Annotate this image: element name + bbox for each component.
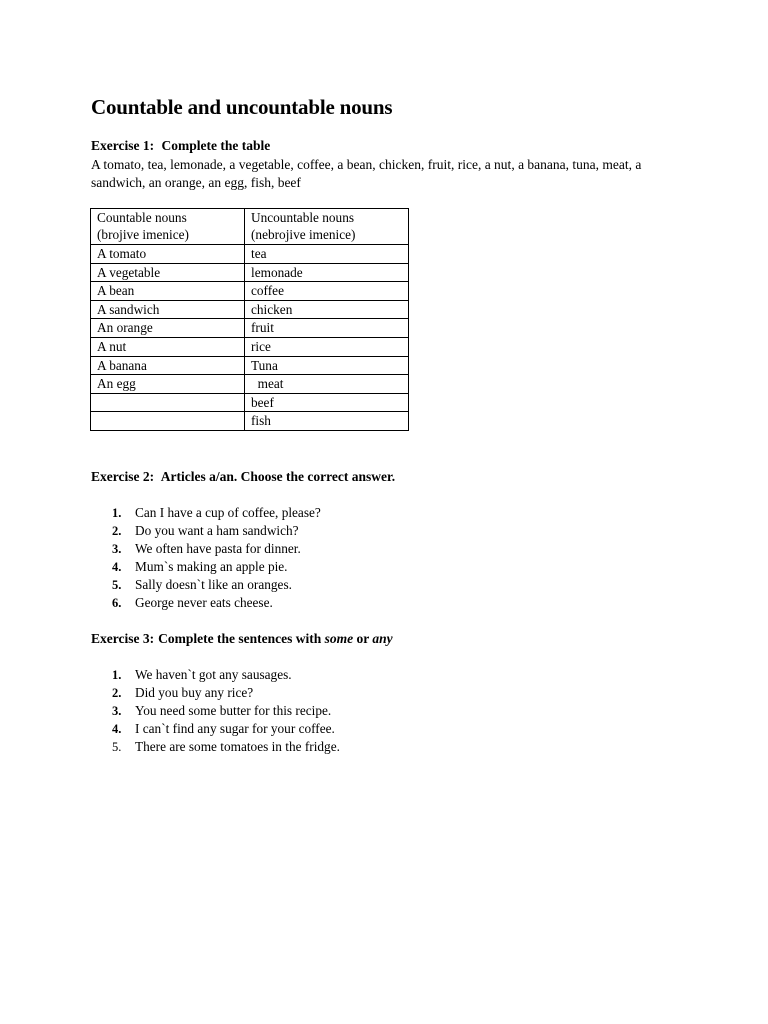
exercise-1-label: Exercise 1: [91,138,155,153]
nouns-table [90,208,409,431]
word-or: or [353,631,373,646]
list-item [112,504,321,522]
word-any: any [372,631,393,646]
countable-header-line-2: (brojive imenice) [97,227,189,242]
countable-cell: A nut [91,337,245,356]
uncountable-cell: fruit [245,319,409,338]
table-row [91,282,409,301]
list-item [112,522,321,540]
item-text: We haven`t got any sausages. [135,667,292,682]
list-item [112,684,340,702]
list-item [112,540,321,558]
uncountable-header-line-2: (nebrojive imenice) [251,227,356,242]
countable-cell: An orange [91,319,245,338]
item-text: Sally doesn`t like an oranges. [135,577,292,593]
exercise-3-label: Exercise 3: [91,631,155,646]
word-some: some [324,631,354,646]
countable-cell: A vegetable [91,263,245,282]
countable-header [91,209,245,245]
item-text: Do you want a ham sandwich? [135,523,299,539]
item-number: 3. [112,542,122,557]
item-number: 1. [112,506,122,520]
item-text: Can I have a cup of coffee, please? [135,505,321,520]
exercise-2-heading [91,468,395,486]
table-row [91,263,409,282]
uncountable-cell: tea [245,245,409,264]
item-text: You need some butter for this recipe. [135,703,332,719]
item-number: 4. [112,722,122,737]
uncountable-cell: lemonade [245,263,409,282]
countable-cell: A bean [91,282,245,301]
uncountable-cell: fish [245,412,409,431]
table-row [91,356,409,375]
exercise-3-list [112,666,340,756]
exercise-1-word-list: A tomato, tea, lemonade, a vegetable, coffee, a bean, chicken, fruit, rice, a nut, a banana, tuna, meat, a sandwich, an orange, an egg, fish, beef [91,157,642,190]
item-number: 4. [112,560,122,575]
page-title: Countable and uncountable nouns [91,95,393,119]
exercise-2-instruction: Articles a/an. Choose the correct answer. [160,469,396,484]
uncountable-cell: Tuna [245,356,409,375]
list-item [112,738,340,756]
item-text: There are some tomatoes in the fridge. [135,739,340,755]
item-number: 5. [112,740,122,755]
table-row [91,412,409,431]
item-number: 1. [112,668,122,682]
item-text: George never eats cheese. [135,595,273,611]
table-header-row [91,209,409,245]
uncountable-cell: chicken [245,300,409,319]
uncountable-header-line-1: Uncountable nouns [251,210,355,225]
uncountable-header [245,209,409,245]
item-text: Mum`s making an apple pie. [135,559,288,575]
table-row [91,337,409,356]
table-row [91,375,409,394]
item-number: 2. [112,524,122,539]
item-text: Did you buy any rice? [135,685,254,701]
countable-cell: A banana [91,356,245,375]
list-item [112,720,340,738]
table-row [91,300,409,319]
uncountable-cell: meat [245,375,409,394]
item-number: 5. [112,578,122,593]
table-row [91,319,409,338]
countable-cell [91,412,245,431]
exercise-2-list [112,504,321,613]
item-text: We often have pasta for dinner. [135,541,301,557]
exercise-1-instruction: Complete the table [161,138,271,153]
item-text: I can`t find any sugar for your coffee. [135,721,335,737]
list-item [112,576,321,594]
countable-cell: A tomato [91,245,245,264]
list-item [112,558,321,576]
uncountable-cell: rice [245,337,409,356]
table-row [91,393,409,412]
uncountable-cell: beef [245,393,409,412]
item-number: 3. [112,704,122,719]
item-number: 2. [112,686,122,701]
table-row [91,245,409,264]
countable-cell [91,393,245,412]
exercise-3-heading [91,630,393,648]
exercise-2-label: Exercise 2: [91,469,155,484]
countable-cell: A sandwich [91,300,245,319]
list-item [112,702,340,720]
list-item [112,666,340,684]
list-item [112,594,321,612]
item-number: 6. [112,596,122,611]
exercise-1-heading [91,137,270,155]
uncountable-cell: coffee [245,282,409,301]
countable-header-line-1: Countable nouns [97,210,187,225]
countable-cell: An egg [91,375,245,394]
exercise-3-instruction: Complete the sentences with [158,631,325,646]
